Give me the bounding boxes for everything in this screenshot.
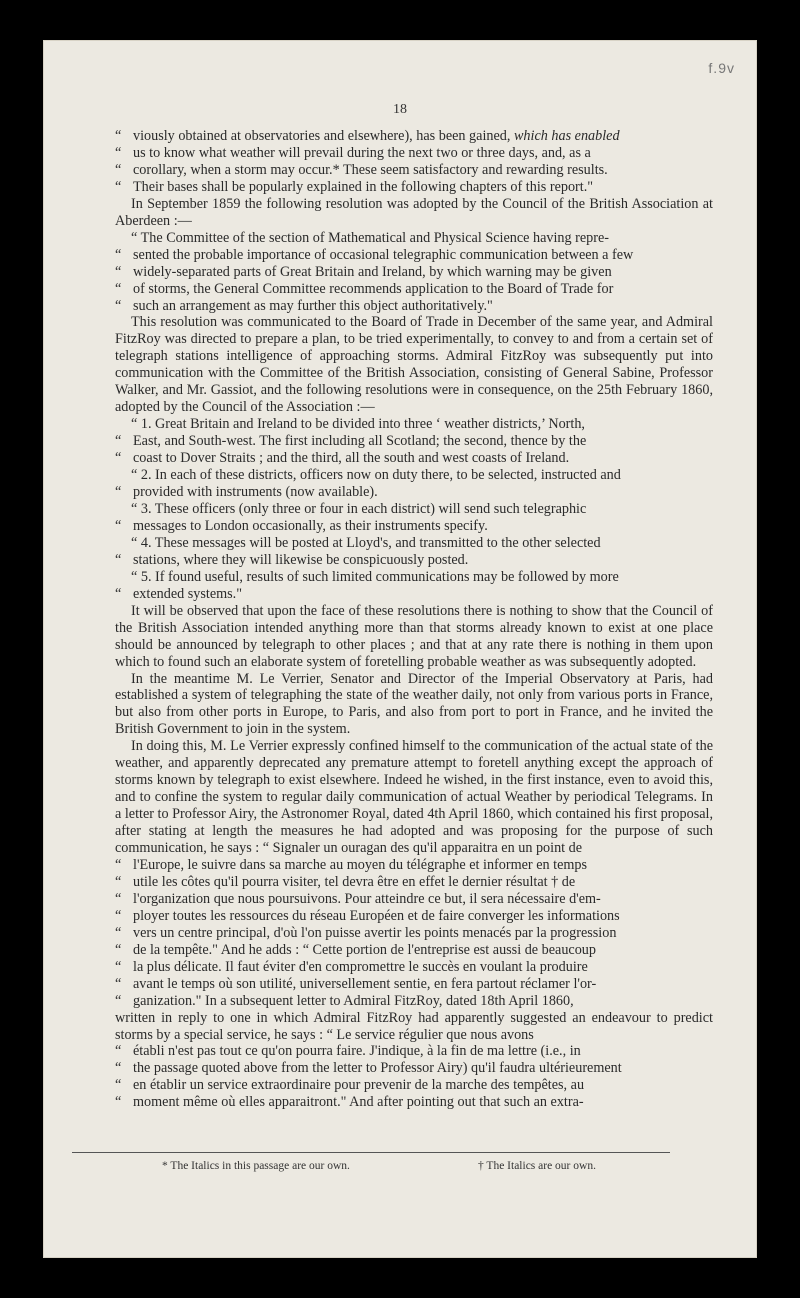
text-line: “ us to know what weather will prevail during the next two or three days, and, as a [115,144,591,161]
text-line: “ viously obtained at observatories and elsewhere), has been gained, which has enabled [115,128,620,144]
text-line: In doing this, M. Le Verrier expressly confined himself to the communication of the actual state of the weather, and apparently deprecated any premature attempt to foretell anything except the approach of storms known by telegraph to exist elsewhere. Indeed he wished, in the first instance, even to avoid this, and to confine the system to regular daily communication of actual Weather by periodical Telegrams. In a letter to Professor Airy, the Astronomer Royal, dated 4th April 1860, which contained his first proposal, after stating at length the measures he had adopted and was proposing for the purpose of such communication, he says : “ Signaler un ouragan des qu'il apparaitra en un point de [115,738,713,857]
text-line: “ East, and South-west. The first including all Scotland; the second, thence by the [115,433,587,450]
text-line: “ ployer toutes les ressources du réseau Européen et de faire converger les informations [115,907,620,924]
text-line: “ the passage quoted above from the letter to Professor Airy) qu'il faudra ultérieurement [115,1060,622,1077]
text-line: In September 1859 the following resolution was adopted by the Council of the British Association at Aberdeen :— [115,195,713,229]
text-line: “ l'Europe, le suivre dans sa marche au moyen du télégraphe et informer en temps [115,856,588,873]
text-line: “ établi n'est pas tout ce qu'on pourra faire. J'indique, à la fin de ma lettre (i.e., in [115,1043,581,1060]
folio-annotation: f.9v [708,60,735,76]
text-line: “ 4. These messages will be posted at Lloyd's, and transmitted to the other selected [131,534,601,551]
text-line: This resolution was communicated to the Board of Trade in December of the same year, and Admiral FitzRoy was directed to prepare a plan, to be tried experimentally, to convey to and from a certain set of telegraph stations intelligence of approaching storms. Admiral FitzRoy was subsequently put into communication with the Committee of the British Association, consisting of General Sabine, Professor Walker, and Mr. Gassiot, and the following resolutions were in consequence, on the 25th February 1860, adopted by the Council of the Association :— [115,314,713,416]
text-line: “ 3. These officers (only three or four in each district) will send such telegraphic [131,500,587,517]
text-line: “ Their bases shall be popularly explained in the following chapters of this report." [115,178,594,195]
footnote-2: † The Italics are our own. [478,1160,596,1172]
text-line: It will be observed that upon the face of these resolutions there is nothing to show that the Council of the British Association intended anything more than that storms already known to exist at one place should be announced by telegraph to other places ; and that at any rate there is nothing in them upon which to found such an elaborate system of foretelling probable weather as was subsequently adopted. [115,602,713,670]
text-line: “ l'organization que nous poursuivons. Pour atteindre ce but, il sera nécessaire d'em- [115,890,601,907]
text-line: “ The Committee of the section of Mathematical and Physical Science having repre- [131,229,610,246]
body-text [115,128,713,1111]
text-line: “ en établir un service extraordinaire pour prevenir de la marche des tempêtes, au [115,1077,585,1094]
text-line: “ widely-separated parts of Great Britain and Ireland, by which warning may be given [115,263,612,280]
text-line: “ sented the probable importance of occasional telegraphic communication between a few [115,246,634,263]
footnote-rule [72,1152,670,1153]
text-line: “ de la tempête." And he adds : “ Cette portion de l'entreprise est aussi de beaucoup [115,941,596,958]
text-line: “ vers un centre principal, d'où l'on puisse avertir les points menacés par la progression [115,924,617,941]
text-line: “ extended systems." [115,585,243,602]
text-line: “ provided with instruments (now available). [115,484,378,501]
text-line: “ such an arrangement as may further this object authoritatively." [115,297,493,314]
text-line: “ coast to Dover Straits ; and the third, all the south and west coasts of Ireland. [115,450,570,467]
text-line: “ of storms, the General Committee recommends application to the Board of Trade for [115,280,614,297]
document-page [43,40,757,1258]
text-line: “ 1. Great Britain and Ireland to be divided into three ‘ weather districts,’ North, [131,416,585,433]
text-line: “ utile les côtes qu'il pourra visiter, tel devra être en effet le dernier résultat † de [115,873,576,890]
text-line: “ la plus délicate. Il faut éviter d'en compromettre le succès en voulant la produire [115,958,588,975]
text-line: “ corollary, when a storm may occur.* These seem satisfactory and rewarding results. [115,161,608,178]
italic-phrase: which has enabled [513,128,620,144]
text-line: “ moment même où elles apparaitront." And after pointing out that such an extra- [115,1094,584,1111]
text-line: “ stations, where they will likewise be conspicuously posted. [115,551,469,568]
text-line: “ messages to London occasionally, as their instruments specify. [115,517,488,534]
text-line: written in reply to one in which Admiral FitzRoy had apparently suggested an endeavour to predict storms by a special service, he says : “ Le service régulier que nous avons [115,1009,713,1043]
text-line: In the meantime M. Le Verrier, Senator and Director of the Imperial Observatory at Paris, had established a system of telegraphing the state of the weather daily, not only from various ports in France, but also from other ports in Europe, to Paris, and also from port to port in France, and he invited the British Government to join in the system. [115,670,713,738]
footnote-1: * The Italics in this passage are our own. [162,1160,350,1172]
page-number: 18 [393,102,407,117]
text-line: “ 5. If found useful, results of such limited communications may be followed by more [131,568,619,585]
text-line: “ 2. In each of these districts, officers now on duty there, to be selected, instructed and [131,467,621,484]
text-line: “ avant le temps où son utilité, universellement sentie, en fera partout réclamer l'or- [115,975,597,992]
text-line: “ ganization." In a subsequent letter to Admiral FitzRoy, dated 18th April 1860, [115,992,574,1009]
